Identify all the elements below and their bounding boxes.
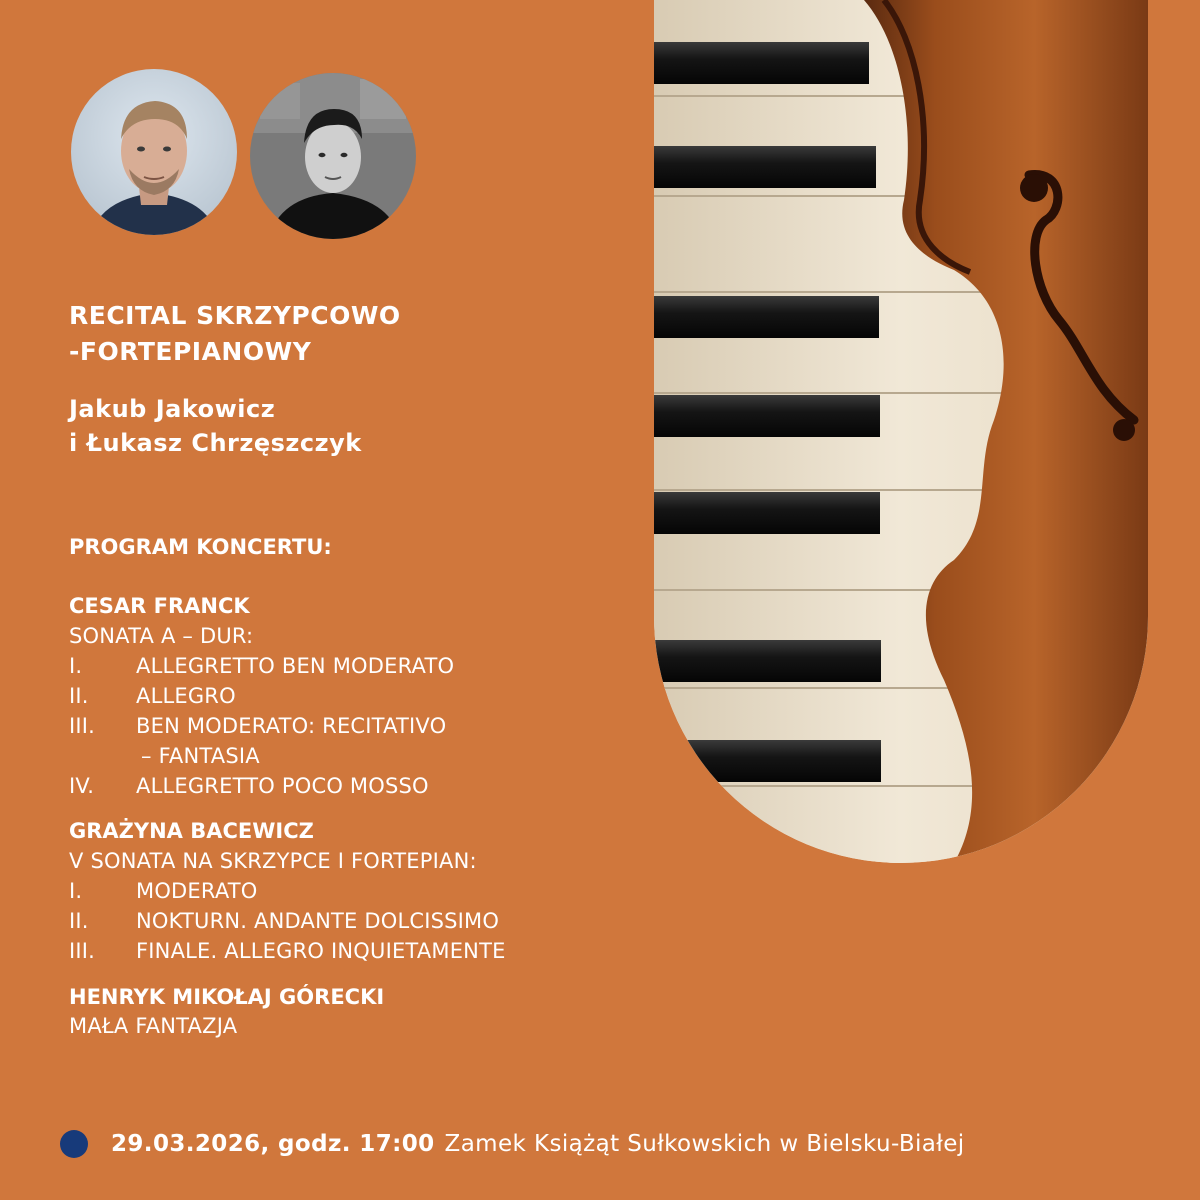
- movement-number: III.: [69, 714, 96, 738]
- movement-number: I.: [69, 654, 83, 678]
- violin-on-piano-keys-photo-icon: [654, 0, 1148, 863]
- movement-title: FINALE. ALLEGRO INQUIETAMENTE: [136, 939, 506, 963]
- program-heading: PROGRAM KONCERTU:: [69, 535, 332, 559]
- work-title: SONATA A – DUR:: [69, 624, 254, 648]
- movement-title-continuation: – FANTASIA: [141, 744, 260, 768]
- title-line-1: RECITAL SKRZYPCOWO: [69, 301, 401, 330]
- performers-line-1: Jakub Jakowicz: [69, 395, 276, 423]
- bullet-dot-icon: [60, 1130, 88, 1158]
- work-title: V SONATA NA SKRZYPCE I FORTEPIAN:: [69, 849, 477, 873]
- composer-name: CESAR FRANCK: [69, 594, 250, 618]
- hero-image: [654, 0, 1148, 863]
- portrait-photo-icon: [71, 69, 237, 235]
- movement-title: ALLEGRO: [136, 684, 236, 708]
- movement-title: MODERATO: [136, 879, 258, 903]
- event-datetime: 29.03.2026, godz. 17:00: [111, 1131, 435, 1157]
- event-info: [60, 1126, 965, 1162]
- work-title: MAŁA FANTAZJA: [69, 1014, 238, 1038]
- movement-number: II.: [69, 909, 89, 933]
- movement-number: I.: [69, 879, 83, 903]
- movement-title: NOKTURN. ANDANTE DOLCISSIMO: [136, 909, 500, 933]
- avatar-jakub-jakowicz: [71, 69, 237, 235]
- composer-name: HENRYK MIKOŁAJ GÓRECKI: [69, 985, 385, 1009]
- movement-number: II.: [69, 684, 89, 708]
- concert-title: [69, 298, 401, 370]
- performers-line-2: i Łukasz Chrzęszczyk: [69, 429, 362, 457]
- movement-number: IV.: [69, 774, 95, 798]
- title-line-2: -FORTEPIANOWY: [69, 337, 312, 366]
- performers: [69, 392, 362, 460]
- event-venue: Zamek Książąt Sułkowskich w Bielsku-Białej: [444, 1131, 965, 1157]
- composer-name: GRAŻYNA BACEWICZ: [69, 819, 314, 843]
- movement-number: III.: [69, 939, 96, 963]
- movement-title: ALLEGRETTO POCO MOSSO: [136, 774, 429, 798]
- portrait-photo-bw-icon: [250, 73, 416, 239]
- avatar-lukasz-chrzeszczyk: [250, 73, 416, 239]
- movement-title: ALLEGRETTO BEN MODERATO: [136, 654, 455, 678]
- movement-title: BEN MODERATO: RECITATIVO: [136, 714, 447, 738]
